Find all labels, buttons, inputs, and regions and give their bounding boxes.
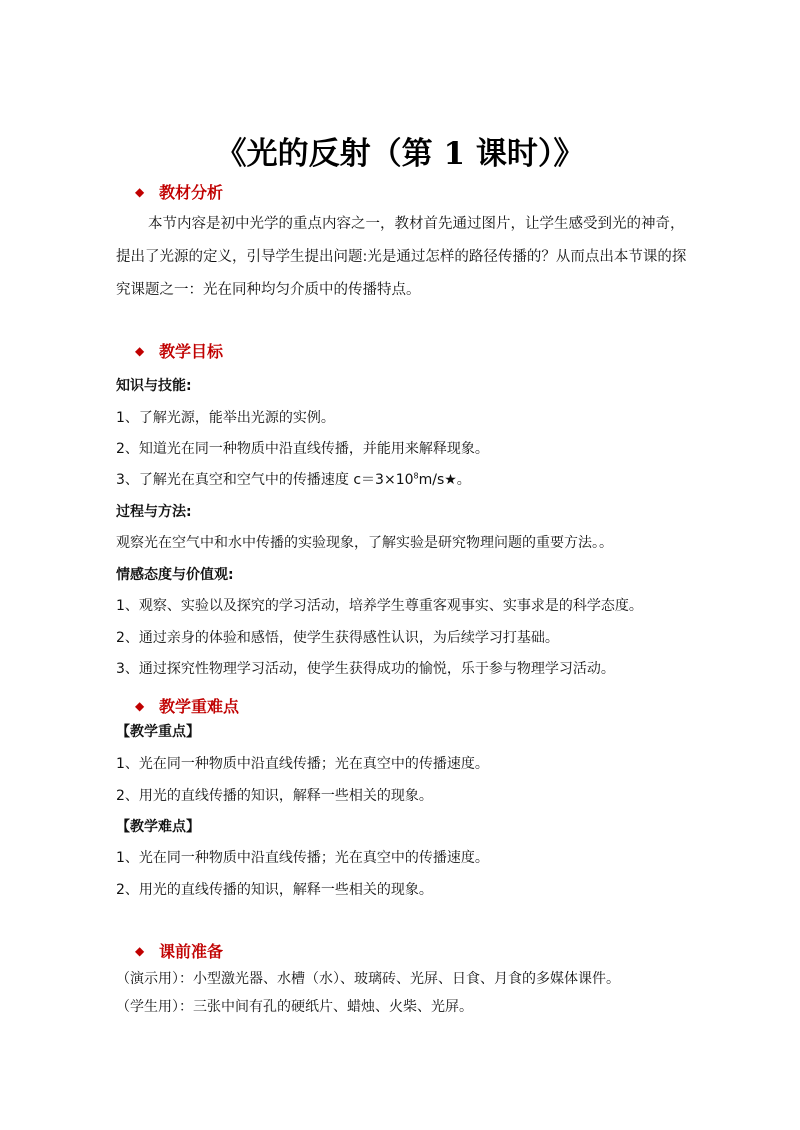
section-heading-teaching-goals: [135, 339, 223, 362]
section-heading-textbook-analysis: [135, 180, 223, 203]
section-heading-label: 课前准备: [159, 942, 224, 961]
student-materials: （学生用）：三张中间有孔的硬纸片、蜡烛、火柴、光屏。: [116, 999, 473, 1015]
emotion-item-1: 1、观察、实验以及探究的学习活动，培养学生尊重客观事实、实事求是的科学态度。: [116, 598, 643, 614]
section-heading-label: 教学重难点: [159, 697, 240, 716]
diamond-bullet-icon: ◆: [135, 184, 145, 199]
knowledge-item-2: 2、知道光在同一种物质中沿直线传播，并能用来解释现象。: [116, 441, 489, 457]
exponent: 8: [413, 471, 419, 481]
key-point-2: 2、用光的直线传播的知识，解释一些相关的现象。: [116, 788, 433, 804]
section-heading-key-difficult: [135, 694, 239, 717]
key-points-title: 【教学重点】: [116, 724, 200, 740]
knowledge-item-3-unit: m/s★。: [418, 472, 471, 488]
difficult-points-title: 【教学难点】: [116, 819, 200, 835]
emotion-item-3: 3、通过探究性物理学习活动，使学生获得成功的愉悦，乐于参与物理学习活动。: [116, 661, 615, 677]
knowledge-item-3: [116, 469, 471, 489]
demo-materials: （演示用）：小型激光器、水槽（水）、玻璃砖、光屏、日食、月食的多媒体课件。: [116, 971, 620, 987]
key-point-1: 1、光在同一种物质中沿直线传播；光在真空中的传播速度。: [116, 756, 489, 772]
knowledge-item-3-text: 3、了解光在真空和空气中的传播速度 c＝3×10: [116, 472, 414, 488]
difficult-point-1: 1、光在同一种物质中沿直线传播；光在真空中的传播速度。: [116, 850, 489, 866]
textbook-analysis-paragraph: 本节内容是初中光学的重点内容之一，教材首先通过图片，让学生感受到光的神奇，提出了光源的定义，引导学生提出问题:光是通过怎样的路径传播的？从而点出本节课的探究课题之一：光在同种均匀介质中的传播特点。: [116, 216, 687, 298]
section-heading-label: 教材分析: [159, 183, 224, 202]
knowledge-skills-title: 知识与技能:: [116, 378, 192, 394]
emotion-values-title: 情感态度与价值观:: [116, 567, 234, 583]
document-title: 《光的反射（第 1 课时）》: [215, 136, 585, 172]
process-methods-title: 过程与方法:: [116, 504, 192, 520]
knowledge-item-1: 1、了解光源，能举出光源的实例。: [116, 410, 335, 426]
diamond-bullet-icon: ◆: [135, 698, 145, 713]
process-item-1: 观察光在空气中和水中传播的实验现象，了解实验是研究物理问题的重要方法。。: [116, 535, 613, 551]
diamond-bullet-icon: ◆: [135, 343, 145, 358]
emotion-item-2: 2、通过亲身的体验和感悟，使学生获得感性认识，为后续学习打基础。: [116, 630, 559, 646]
section-heading-preparation: [135, 939, 223, 962]
difficult-point-2: 2、用光的直线传播的知识，解释一些相关的现象。: [116, 882, 433, 898]
diamond-bullet-icon: ◆: [135, 943, 145, 958]
section-heading-label: 教学目标: [159, 342, 224, 361]
